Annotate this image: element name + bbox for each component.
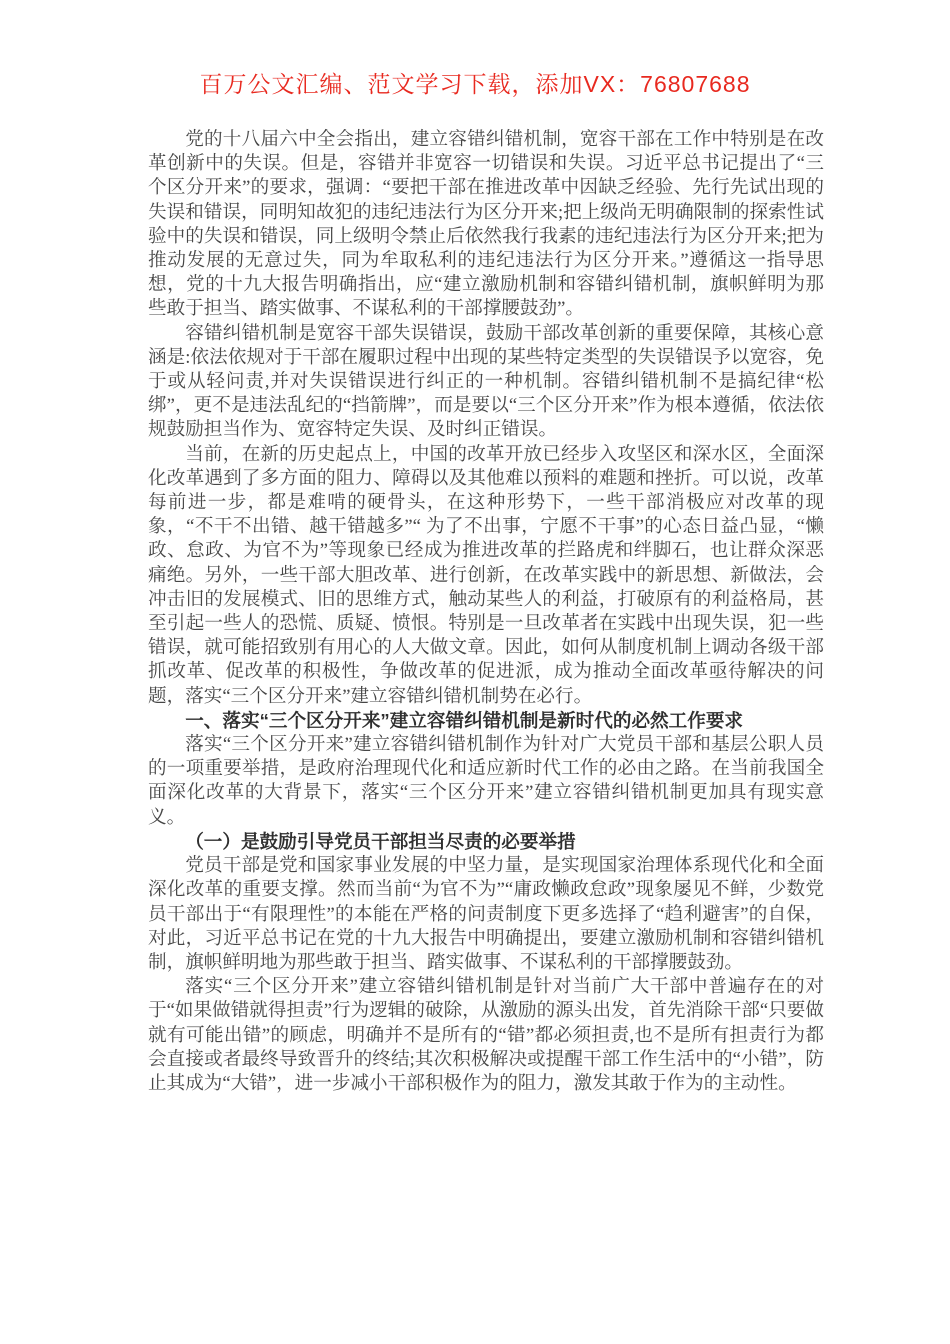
document-body bbox=[148, 128, 824, 1096]
subsection-heading-1: （一）是鼓励引导党员干部担当尽责的必要举措 bbox=[185, 830, 576, 852]
paragraph-cadre-backbone: 党员干部是党和国家事业发展的中坚力量，是实现国家治理体系现代化和全面深化改革的重要支撑。然而当前“为官不为”“庸政懒政怠政”现象屡见不鲜，少数党员干部出于“有限理性”的本能在严格的问责制度下更多选择了“趋利避害”的自保，对此，习近平总书记在党的十九大报告中明确提出，要建立激励机制和容错纠错机制，旗帜鲜明地为那些敢于担当、踏实做事、不谋私利的干部撑腰鼓劲。 bbox=[148, 855, 824, 973]
promo-header-text: 百万公文汇编、范文学习下载，添加VX：76807688 bbox=[199, 71, 751, 97]
paragraph-section1-intro: 落实“三个区分开来”建立容错纠错机制作为针对广大党员干部和基层公职人员的一项重要举措，是政府治理现代化和适应新时代工作的必由之路。在当前我国全面深化改革的大背景下，落实“三个区分开来”建立容错纠错机制更加具有现实意义。 bbox=[148, 734, 824, 828]
paragraph-current-situation: 当前，在新的历史起点上，中国的改革开放已经步入攻坚区和深水区，全面深化改革遇到了多方面的阻力、障碍以及其他难以预料的难题和挫折。可以说，改革每前进一步，都是难啃的硬骨头，在这种形势下，一些干部消极应对改革的现象，“不干不出错、越干错越多”“ 为了不出事，宁愿不干事”的心态日益凸显，“懒政、怠政、为官不为”等现象已经成为推进改革的拦路虎和绊脚石，也让群众深恶痛绝。另外，一些干部大胆改革、进行创新，在改革实践中的新思想、新做法，会冲击旧的发展模式、旧的思维方式，触动某些人的利益，打破原有的利益格局，甚至引起一些人的恐慌、质疑、愤恨。特别是一旦改革者在实践中出现失误，犯一些错误，就可能招致别有用心的人大做文章。因此，如何从制度机制上调动各级干部抓改革、促改革的积极性，争做改革的促进派，成为推动全面改革亟待解决的问题，落实“三个区分开来”建立容错纠错机制势在必行。 bbox=[148, 443, 824, 707]
paragraph-intro: 党的十八届六中全会指出，建立容错纠错机制，宽容干部在工作中特别是在改革创新中的失误。但是，容错并非宽容一切错误和失误。习近平总书记提出了“三个区分开来”的要求，强调：“要把干部在推进改革中因缺乏经验、先行先试出现的失误和错误，同明知故犯的违纪违法行为区分开来;把上级尚无明确限制的探索性试验中的失误和错误，同上级明令禁止后依然我行我素的违纪违法行为区分开来;把为推动发展的无意过失，同为牟取私利的违纪违法行为区分开来。”遵循这一指导思想，党的十九大报告明确指出，应“建立激励机制和容错纠错机制，旗帜鲜明为那些敢于担当、踏实做事、不谋私利的干部撑腰鼓劲”。 bbox=[148, 129, 824, 320]
paragraph-mechanism-definition: 容错纠错机制是宽容干部失误错误，鼓励干部改革创新的重要保障，其核心意涵是:依法依规对于干部在履职过程中出现的某些特定类型的失误错误予以宽容，免于或从轻问责,并对失误错误进行纠正的一种机制。容错纠错机制不是搞纪律“松绑”，更不是违法乱纪的“挡箭牌”，而是要以“三个区分开来”作为根本遵循，依法依规鼓励担当作为、宽容特定失误、及时纠正错误。 bbox=[148, 322, 824, 441]
section-heading-1: 一、落实“三个区分开来”建立容错纠错机制是新时代的必然工作要求 bbox=[185, 709, 744, 731]
paragraph-behavior-logic: 落实“三个区分开来”建立容错纠错机制是针对当前广大干部中普遍存在的对于“如果做错就得担责”行为逻辑的破除，从激励的源头出发，首先消除干部“只要做就有可能出错”的顾虑，明确并不是所有的“错”都必须担责,也不是所有担责行为都会直接或者最终导致晋升的终结;其次积极解决或提醒干部工作生活中的“小错”，防止其成为“大错”，进一步减小干部积极作为的阻力，激发其敢于作为的主动性。 bbox=[148, 976, 824, 1094]
